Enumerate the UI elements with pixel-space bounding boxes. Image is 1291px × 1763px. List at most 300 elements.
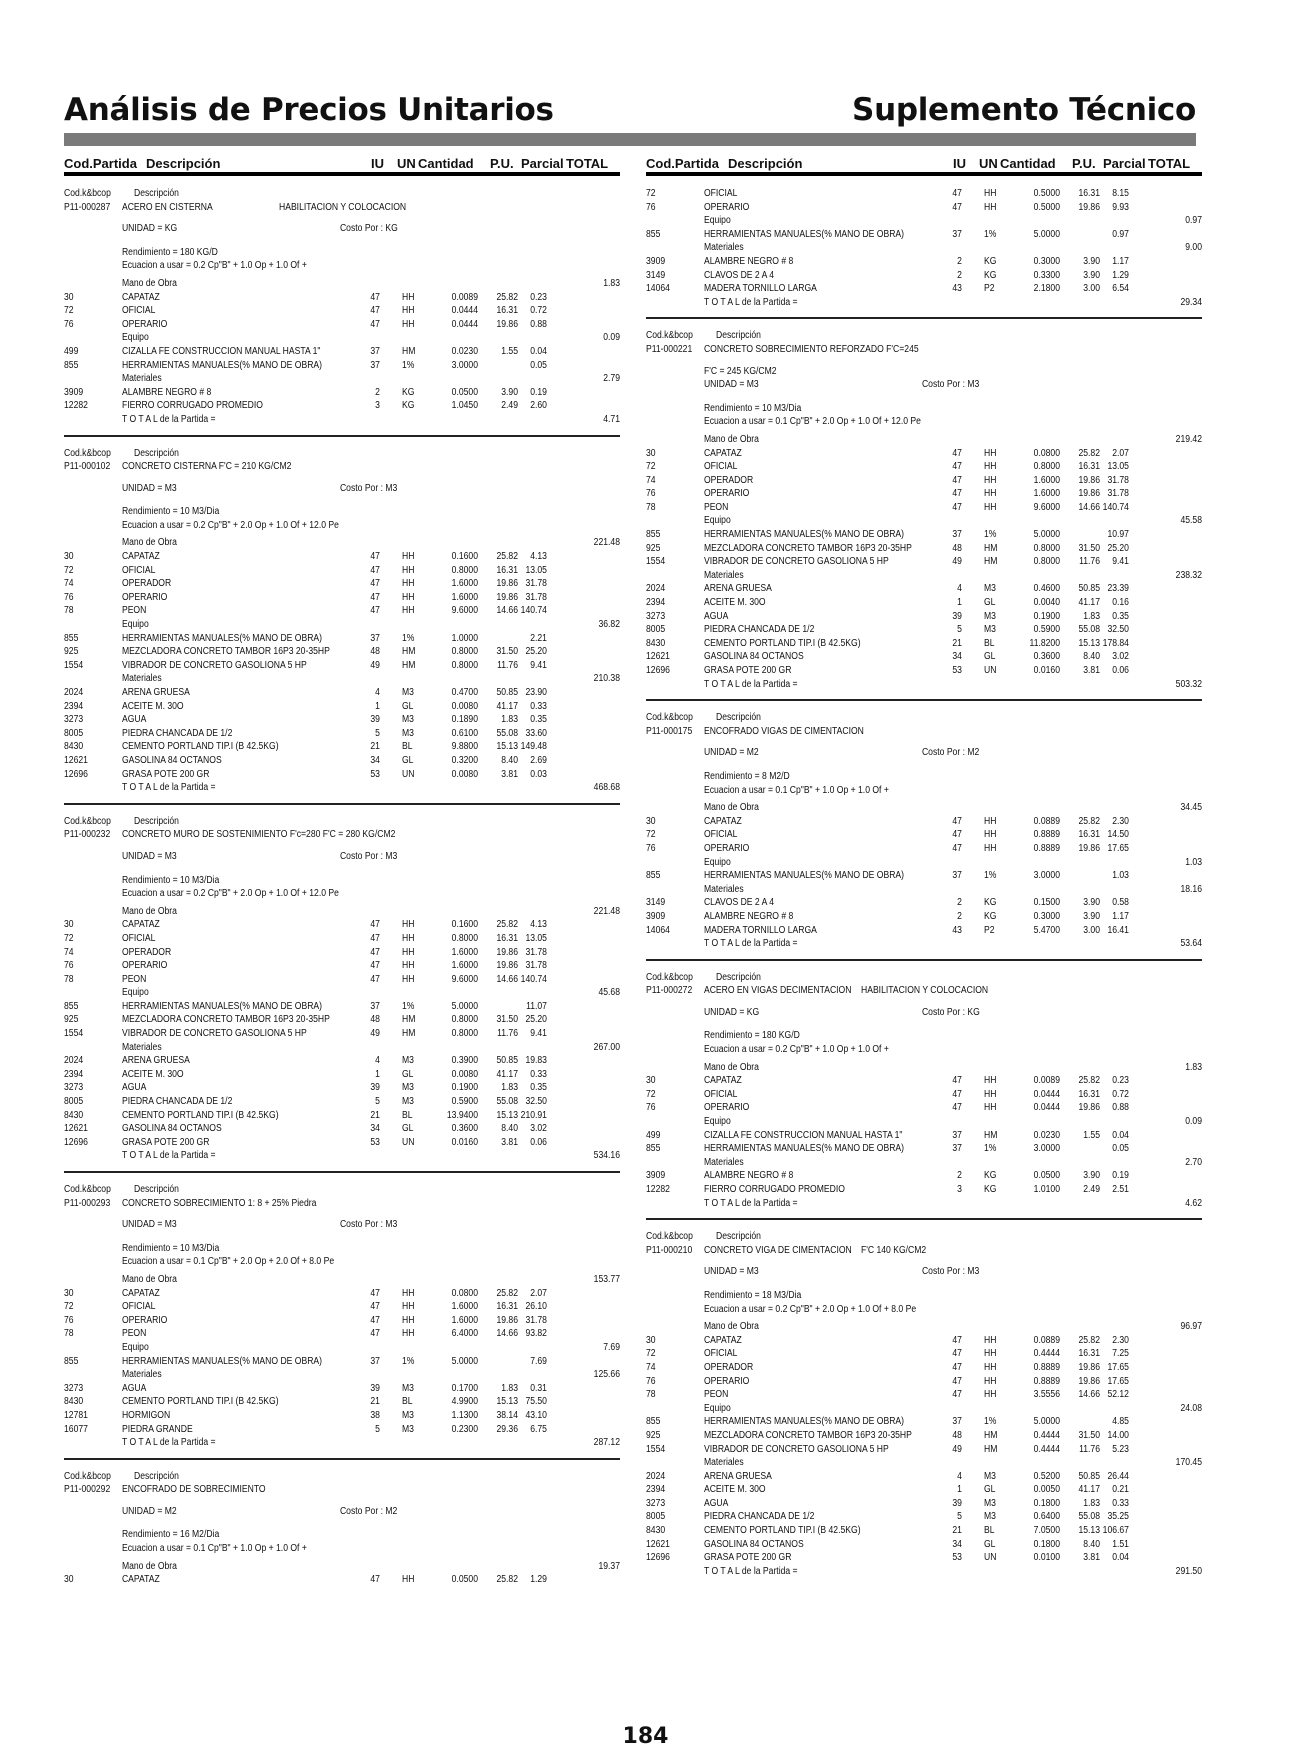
resource-partial: 35.25: [1107, 1511, 1129, 1523]
resource-code: 3909: [64, 386, 84, 398]
resource-code: 76: [646, 842, 656, 854]
price-analysis-section: [64, 1470, 620, 1587]
resource-iu: 47: [952, 188, 962, 199]
resource-partial: 6.54: [1112, 283, 1129, 295]
resource-unit: M3: [401, 1423, 414, 1435]
equation-row: [646, 1043, 1201, 1057]
resource-unit: HM: [401, 1014, 416, 1026]
group-title: Equipo: [703, 1116, 731, 1128]
table-row: [646, 637, 1201, 651]
resource-unit: GL: [401, 1123, 414, 1135]
partida-description: ENCOFRADO VIGAS DE CIMENTACION: [703, 725, 864, 737]
resource-description: ARENA GRUESA: [703, 1470, 772, 1482]
table-row: [646, 501, 1201, 515]
resource-unit-price: 8.40: [1083, 1538, 1100, 1550]
resource-code: 30: [646, 1334, 656, 1346]
resource-unit: HH: [983, 1088, 997, 1100]
resource-description: OPERARIO: [121, 1314, 168, 1326]
group-title-row: [64, 1041, 619, 1055]
rendimiento-text: Rendimiento = 8 M2/D: [703, 770, 790, 782]
resource-partial: 0.88: [530, 318, 547, 330]
resource-unit-price: 16.31: [1078, 829, 1100, 841]
resource-quantity: 0.1900: [451, 1082, 478, 1094]
equation-row: [646, 784, 1201, 798]
resource-quantity: 0.5000: [1033, 201, 1060, 213]
resource-description: CLAVOS DE 2 A 4: [703, 269, 775, 281]
resource-partial: 1.29: [530, 1574, 547, 1586]
group-title: Mano de Obra: [121, 277, 177, 289]
resource-partial: 0.04: [1112, 1129, 1129, 1141]
resource-quantity: 0.0080: [451, 700, 478, 712]
rendimiento-text: Rendimiento = 10 M3/Dia: [703, 402, 802, 414]
resource-unit: 1%: [983, 529, 997, 541]
resource-unit: HM: [983, 556, 998, 568]
resource-quantity: 1.6000: [451, 946, 478, 958]
resource-partial: 0.16: [1112, 597, 1129, 609]
codk-label: Cod.k&bcop: [646, 712, 693, 724]
resource-iu: 37: [952, 1129, 962, 1141]
spacer: [64, 214, 620, 222]
resource-code: 72: [64, 1301, 74, 1313]
table-row: [64, 1287, 619, 1301]
table-row: [64, 1054, 619, 1068]
resource-unit: KG: [983, 269, 997, 281]
resource-code: 78: [64, 973, 74, 985]
resource-unit: HH: [983, 1361, 997, 1373]
resource-iu: 21: [370, 1109, 380, 1121]
resource-code: 1554: [646, 1443, 666, 1455]
rendimiento-row: [64, 1242, 619, 1256]
resource-quantity: 0.8000: [451, 1014, 478, 1026]
resource-quantity: 0.3000: [1033, 910, 1060, 922]
resource-iu: 39: [370, 1382, 380, 1394]
resource-code: 76: [646, 1375, 656, 1387]
spacer: [64, 795, 620, 803]
unidad-text: UNIDAD = M3: [121, 850, 177, 862]
price-analysis-section: [64, 1183, 620, 1460]
resource-description: HERRAMIENTAS MANUALES(% MANO DE OBRA): [703, 1416, 905, 1428]
group-subtotal: 219.42: [1175, 433, 1202, 445]
table-row: [646, 1088, 1201, 1102]
resource-code: 855: [64, 1000, 79, 1012]
resource-partial: 75.50: [525, 1396, 547, 1408]
group-title-row: [646, 1320, 1201, 1334]
table-row: [646, 1074, 1201, 1088]
resource-iu: 3: [375, 400, 380, 412]
group-title-row: [64, 905, 619, 919]
table-row: [646, 542, 1201, 556]
resource-iu: 47: [370, 291, 380, 303]
resource-iu: 34: [370, 1123, 380, 1135]
resource-code: 76: [64, 318, 74, 330]
resource-iu: 34: [952, 1538, 962, 1550]
resource-unit: GL: [401, 700, 414, 712]
resource-iu: 43: [952, 924, 962, 936]
resource-code: 8430: [646, 1525, 666, 1537]
resource-unit-price: 3.90: [1083, 897, 1100, 909]
resource-partial: 4.13: [530, 919, 547, 931]
resource-iu: 49: [952, 556, 962, 568]
resource-unit-price: 8.40: [1083, 651, 1100, 663]
resource-partial: 0.03: [530, 768, 547, 780]
price-analysis-section: [646, 971, 1202, 1221]
resource-quantity: 0.4700: [451, 687, 478, 698]
total-row: [646, 678, 1201, 692]
resource-iu: 43: [952, 283, 962, 295]
partida-description: ACERO EN VIGAS DECIMENTACION: [703, 985, 852, 997]
resource-code: 14064: [646, 283, 670, 295]
col-pu-label: P.U.: [1072, 156, 1096, 171]
resource-unit: 1%: [983, 1416, 997, 1428]
table-row: [64, 304, 619, 318]
resource-description: ARENA GRUESA: [703, 583, 772, 595]
resource-iu: 47: [370, 973, 380, 985]
resource-code: 12282: [64, 400, 88, 412]
resource-description: OFICIAL: [703, 1088, 738, 1100]
descr-label: Descripción: [133, 447, 179, 459]
resource-unit: HH: [983, 488, 997, 500]
spacer: [646, 357, 1202, 365]
section-label-row: [646, 711, 1201, 725]
resource-code: 16077: [64, 1423, 88, 1435]
table-row: [646, 1510, 1201, 1524]
resource-description: ARENA GRUESA: [121, 1055, 190, 1067]
resource-iu: 21: [370, 741, 380, 753]
section-code-row: [646, 725, 1201, 739]
partida-description-extra: HABILITACION Y COLOCACION: [861, 985, 989, 997]
resource-unit: HH: [401, 564, 415, 576]
resource-iu: 47: [952, 1348, 962, 1360]
resource-code: 72: [646, 1348, 656, 1360]
resource-unit-price: 31.50: [1078, 542, 1100, 554]
col-iu-label: IU: [371, 156, 384, 171]
resource-iu: 48: [952, 1429, 962, 1441]
equation-text: Ecuacion a usar = 0.1 Cp"B" + 2.0 Op + 2.0 Of + 8.0 Pe: [121, 1256, 335, 1268]
total-row: [64, 413, 619, 427]
resource-partial: 0.33: [1112, 1497, 1129, 1509]
resource-partial: 8.15: [1112, 188, 1129, 199]
resource-iu: 5: [375, 1423, 380, 1435]
resource-code: 499: [64, 345, 79, 357]
spacer: [64, 1518, 620, 1528]
descr-label: Descripción: [715, 330, 761, 342]
table-row: [646, 1142, 1201, 1156]
costo-por-text: Costo Por : M3: [339, 1219, 398, 1231]
resource-description: PEON: [121, 605, 147, 617]
resource-unit: KG: [983, 1170, 997, 1182]
price-analysis-section: [64, 447, 620, 805]
resource-partial: 31.78: [1107, 488, 1129, 500]
resource-partial: 25.20: [525, 1014, 547, 1026]
resource-quantity: 0.0100: [1033, 1552, 1060, 1564]
col-cod-label: Cod.Partida: [646, 156, 719, 171]
total-row: [646, 937, 1201, 951]
price-analysis-section: [646, 329, 1202, 701]
resource-quantity: 0.0160: [451, 1136, 478, 1148]
resource-iu: 34: [952, 651, 962, 663]
table-row: [646, 1361, 1201, 1375]
group-title-row: [646, 801, 1201, 815]
table-row: [646, 555, 1201, 569]
resource-unit-price: 19.86: [496, 591, 518, 603]
resource-quantity: 9.6000: [451, 973, 478, 985]
resource-partial: 13.05: [525, 564, 547, 576]
resource-unit: UN: [983, 665, 997, 676]
resource-quantity: 0.0444: [1033, 1102, 1060, 1114]
resource-description: AGUA: [121, 714, 147, 726]
resource-description: GRASA POTE 200 GR: [121, 768, 210, 780]
costo-por-text: Costo Por : M2: [339, 1505, 398, 1517]
resource-unit: HH: [983, 188, 997, 199]
resource-unit: HH: [401, 605, 415, 617]
group-title: Mano de Obra: [703, 1061, 759, 1073]
group-title-row: [64, 618, 619, 632]
table-row: [64, 564, 619, 578]
resource-quantity: 1.6000: [451, 591, 478, 603]
resource-unit-price: 25.82: [496, 1574, 518, 1586]
table-row: [646, 474, 1201, 488]
resource-code: 925: [646, 542, 661, 554]
resource-code: 12781: [64, 1409, 88, 1421]
equation-row: [64, 887, 619, 901]
resource-unit: HH: [401, 1314, 415, 1326]
partida-total: 4.71: [603, 413, 620, 425]
group-subtotal: 34.45: [1180, 802, 1202, 814]
total-label: T O T A L de la Partida =: [703, 938, 798, 950]
group-subtotal: 19.37: [598, 1560, 620, 1572]
resource-unit: M3: [983, 1470, 996, 1482]
section-code-row: [64, 1483, 619, 1497]
resource-unit: HH: [401, 932, 415, 944]
equation-text: Ecuacion a usar = 0.2 Cp"B" + 2.0 Op + 1.0 Of + 12.0 Pe: [121, 888, 339, 900]
group-title-row: [64, 1368, 619, 1382]
resource-code: 8430: [64, 1396, 84, 1408]
spacer: [646, 1257, 1202, 1265]
resource-code: 925: [64, 646, 79, 658]
partida-total: 468.68: [593, 782, 620, 794]
resource-unit-price: 25.82: [1078, 447, 1100, 459]
resource-unit-price: 16.31: [1078, 1348, 1100, 1360]
spacer: [64, 427, 620, 435]
group-title: Materiales: [121, 373, 162, 385]
equation-text: Ecuacion a usar = 0.1 Cp"B" + 1.0 Op + 1.0 Of +: [703, 784, 889, 796]
resource-unit-price: 16.31: [1078, 188, 1100, 199]
resource-iu: 47: [370, 605, 380, 617]
resource-unit-price: 19.86: [1078, 1102, 1100, 1114]
group-title-row: [646, 883, 1201, 897]
resource-description: AGUA: [703, 610, 729, 622]
unit-row: [646, 1006, 1201, 1020]
resource-unit: P2: [983, 283, 995, 295]
resource-quantity: 5.0000: [451, 1355, 478, 1367]
group-subtotal: 24.08: [1180, 1402, 1202, 1414]
group-title: Materiales: [703, 883, 744, 895]
resource-quantity: 0.0050: [1033, 1484, 1060, 1496]
unidad-text: UNIDAD = KG: [121, 223, 178, 235]
resource-partial: 23.39: [1107, 583, 1129, 595]
table-row: [646, 255, 1201, 269]
resource-partial: 1.17: [1112, 255, 1129, 267]
resource-partial: 2.30: [1112, 1334, 1129, 1346]
resource-quantity: 3.0000: [1033, 1143, 1060, 1155]
resource-unit-price: 3.00: [1083, 924, 1100, 936]
total-label: T O T A L de la Partida =: [703, 296, 798, 308]
unidad-text: UNIDAD = M3: [703, 1266, 759, 1278]
rendimiento-text: Rendimiento = 180 KG/D: [121, 246, 218, 258]
descr-label: Descripción: [133, 188, 179, 199]
resource-unit: BL: [401, 1109, 413, 1121]
resource-partial: 25.20: [525, 646, 547, 658]
col-cant-label: Cantidad: [1000, 156, 1056, 171]
group-title-row: [64, 1273, 619, 1287]
group-title: Mano de Obra: [121, 1560, 177, 1572]
group-title: Materiales: [121, 673, 162, 685]
group-title: Equipo: [703, 215, 731, 227]
resource-partial: 2.51: [1112, 1184, 1129, 1195]
section-label-row: [646, 1230, 1201, 1244]
resource-unit-price: 14.66: [496, 973, 518, 985]
section-label-row: [64, 187, 619, 201]
supplement-title: Suplemento Técnico: [852, 92, 1196, 128]
partida-code: P11-000175: [646, 725, 693, 737]
rendimiento-text: Rendimiento = 18 M3/Dia: [703, 1289, 802, 1301]
resource-description: CLAVOS DE 2 A 4: [703, 897, 775, 909]
resource-quantity: 0.4444: [1033, 1348, 1060, 1360]
resource-quantity: 0.8000: [451, 659, 478, 671]
resource-partial: 9.41: [1112, 556, 1129, 568]
resource-unit: HH: [401, 551, 415, 563]
resource-partial: 0.21: [1112, 1484, 1129, 1496]
resource-quantity: 0.3600: [451, 1123, 478, 1135]
resource-unit-price: 25.82: [1078, 1075, 1100, 1087]
group-subtotal: 2.70: [1185, 1156, 1202, 1168]
unidad-text: UNIDAD = M3: [703, 379, 759, 391]
resource-quantity: 3.0000: [451, 359, 478, 371]
resource-unit: KG: [983, 897, 997, 909]
resource-code: 925: [646, 1429, 661, 1441]
section-label-row: [64, 1183, 619, 1197]
resource-quantity: 1.0450: [451, 400, 478, 412]
resource-description: HERRAMIENTAS MANUALES(% MANO DE OBRA): [703, 870, 905, 882]
section-code-row: [64, 201, 619, 215]
resource-unit: HM: [983, 542, 998, 554]
table-row: [646, 664, 1201, 678]
resource-partial: 0.33: [530, 1068, 547, 1080]
resource-code: 855: [646, 870, 661, 882]
resource-unit: HH: [401, 305, 415, 317]
table-row: [64, 1013, 619, 1027]
resource-description: HERRAMIENTAS MANUALES(% MANO DE OBRA): [121, 632, 323, 644]
resource-unit-price: 16.31: [1078, 461, 1100, 473]
resource-unit-price: 3.81: [1083, 1552, 1100, 1564]
table-row: [64, 713, 619, 727]
table-row: [64, 1382, 619, 1396]
group-title: Mano de Obra: [703, 1321, 759, 1333]
resource-unit-price: 1.55: [1083, 1129, 1100, 1141]
resource-description: OPERADOR: [121, 946, 172, 958]
resource-quantity: 0.0080: [451, 1068, 478, 1080]
table-row: [646, 528, 1201, 542]
resource-unit: KG: [983, 255, 997, 267]
resource-unit: HH: [401, 591, 415, 603]
resource-unit: M3: [401, 714, 414, 726]
resource-partial: 23.90: [525, 687, 547, 698]
resource-unit: M3: [983, 610, 996, 622]
group-title-row: [646, 1156, 1201, 1170]
total-label: T O T A L de la Partida =: [703, 678, 798, 690]
resource-unit: 1%: [983, 228, 997, 240]
table-row: [64, 1081, 619, 1095]
resource-iu: 47: [952, 829, 962, 841]
resource-unit-price: 15.13: [496, 741, 518, 753]
resource-unit: 1%: [401, 1000, 415, 1012]
resource-code: 76: [646, 488, 656, 500]
resource-unit-price: 14.66: [1078, 1389, 1100, 1401]
table-row: [646, 1169, 1201, 1183]
resource-partial: 93.82: [525, 1328, 547, 1340]
resource-unit: HH: [983, 461, 997, 473]
resource-quantity: 1.6000: [451, 1314, 478, 1326]
resource-code: 499: [646, 1129, 661, 1141]
costo-por-text: Costo Por : M3: [339, 850, 398, 862]
col-parcial-label: Parcial: [521, 156, 564, 171]
total-label: T O T A L de la Partida =: [703, 1565, 798, 1577]
resource-unit-price: 25.82: [496, 919, 518, 931]
table-row: [64, 550, 619, 564]
resource-unit-price: 31.50: [1078, 1429, 1100, 1441]
resource-unit: HM: [983, 1443, 998, 1455]
group-title-row: [646, 1402, 1201, 1416]
table-row: [646, 815, 1201, 829]
resource-description: ARENA GRUESA: [121, 687, 190, 698]
resource-unit: HH: [401, 1574, 415, 1586]
resource-iu: 48: [952, 542, 962, 554]
resource-iu: 49: [952, 1443, 962, 1455]
header-bar: [64, 133, 1196, 146]
resource-code: 855: [646, 228, 661, 240]
resource-quantity: 0.8000: [451, 1028, 478, 1040]
resource-code: 30: [64, 1287, 74, 1299]
group-title-row: [646, 514, 1201, 528]
resource-unit-price: 41.17: [1078, 1484, 1100, 1496]
table-row: [646, 650, 1201, 664]
resource-partial: 7.25: [1112, 1348, 1129, 1360]
resource-code: 72: [646, 188, 656, 199]
resource-partial: 3.02: [530, 1123, 547, 1135]
resource-partial: 33.60: [525, 727, 547, 739]
resource-code: 8430: [646, 637, 666, 649]
table-row: [646, 1470, 1201, 1484]
unidad-text: UNIDAD = KG: [703, 1006, 760, 1018]
resource-description: ACEITE M. 30O: [121, 700, 184, 712]
resource-unit-price: 25.82: [1078, 815, 1100, 827]
resource-unit: HH: [983, 815, 997, 827]
resource-description: CAPATAZ: [121, 291, 160, 303]
partida-code: P11-000292: [64, 1484, 111, 1496]
partida-code: P11-000293: [64, 1197, 111, 1209]
resource-code: 72: [646, 1088, 656, 1100]
resource-quantity: 0.8889: [1033, 842, 1060, 854]
resource-iu: 2: [957, 897, 962, 909]
unit-row: [646, 378, 1201, 392]
spacer: [646, 738, 1202, 746]
resource-unit: M3: [983, 1497, 996, 1509]
resource-quantity: 3.0000: [1033, 870, 1060, 882]
resource-partial: 178.84: [1102, 637, 1129, 649]
resource-description: OFICIAL: [703, 461, 738, 473]
group-title: Equipo: [121, 332, 149, 344]
resource-partial: 26.10: [525, 1301, 547, 1313]
